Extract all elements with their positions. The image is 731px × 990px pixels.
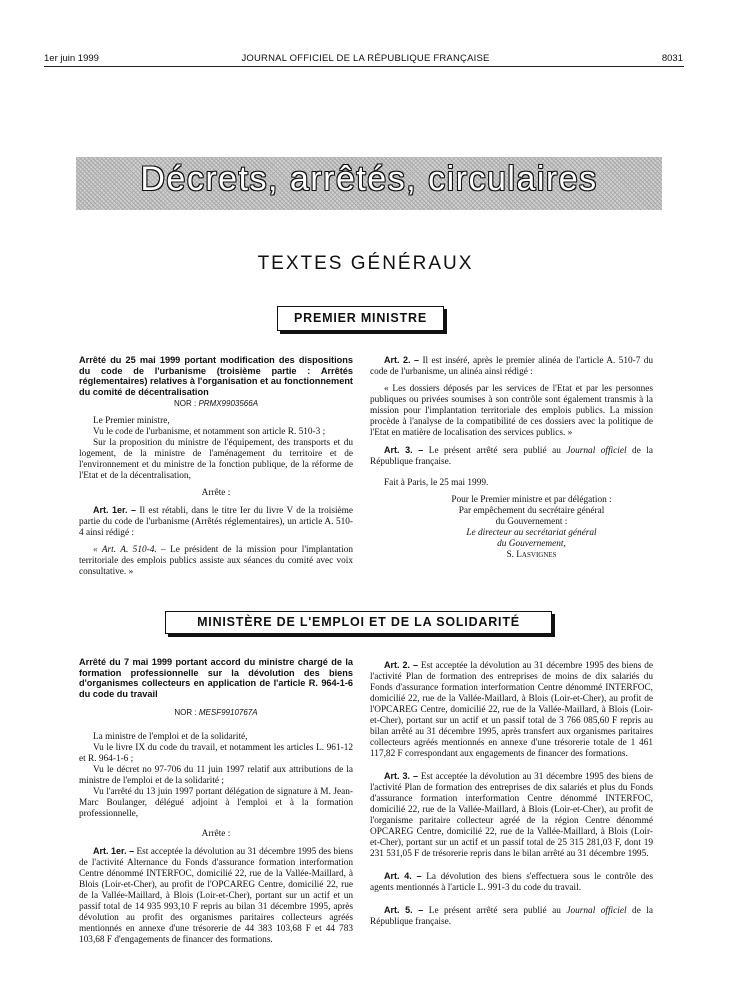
doc1-arrete: Arrête : (201, 488, 231, 499)
doc1-sig-line2: Par empêchement du secrétaire général (458, 506, 605, 516)
header-page-number: 8031 (661, 53, 683, 64)
doc1-signatory: S. Lasvignes (506, 550, 557, 560)
doc1-article-1: Art. 1er. – Il est rétabli, dans le titre Ier du livre V de la troisième partie du code de l'urbanisme (Arrêtés réglementaires), un article A. 510-4 ainsi rédigé : (79, 505, 354, 539)
doc2-article-3: Art. 3. – Est acceptée la dévolution au 31 décembre 1995 des biens de l'activité Plan de formation des entreprises de dix salariés et plus du Fonds d'assurance formation interformation Centre dénommé INTERFOC, domicilié 22, rue de la Vallée-Maillard, à Blois (Loir-et-Cher), au profit de l'organisme paritaire collecteur agréé de la région Centre dénommé OPCAREG Centre, domicilié 22, rue de la Vallée-Maillard, à Blois (Loir-et-Cher), portant sur un actif et un passif total de 25 315 281,03 F, dont 19 231 531,05 F de trésorerie repris dans le bilan arrêté au 31 décembre 1995. (370, 771, 653, 859)
doc2-nor: NOR : MESF9910767A (174, 708, 258, 718)
doc1-intro: Le Premier ministre, (93, 416, 170, 427)
doc1-article-2-quote: « Les dossiers déposés par les services de l'Etat et par les personnes publiques ou privées soumises à son contrôle sont également transmis à la mission pour l'implantation territoriale des emplois publics. La mission procède à l'analyse de la compatibilité de ces dossiers avec la politique de l'Etat en matière de localisation des services publics. » (370, 384, 653, 438)
doc1-fait: Fait à Paris, le 25 mai 1999. (384, 478, 489, 488)
ministry-heading-premier: PREMIER MINISTRE (277, 306, 444, 331)
doc1-vu2: Sur la proposition du ministre de l'équipement, des transports et du logement, de la ministre de l'aménagement du territoire et de l'environnement et du ministre de la fonction publique, de la réforme de l'Etat et de la décentralisation, (79, 438, 353, 482)
header-rule (44, 66, 684, 67)
doc1-sig-line3: du Gouvernement : (495, 517, 568, 527)
doc2-article-2: Art. 2. – Est acceptée la dévolution au 31 décembre 1995 des biens de l'activité Plan de formation des entreprises de moins de dix salariés du Fonds d'assurance formation interformation Centre dénommé INTERFOC, domicilié 22, rue de la Vallée-Maillard, à Blois (Loir-et-Cher), au profit de l'OPCAREG Centre, domicilié 22, rue de la Vallée-Maillard, à Blois (Loir-et-Cher), portant sur un actif et un passif total de 3 766 085,60 F repris au bilan arrêté au 31 décembre 1995, après transfert aux organismes paritaires collecteurs agréés mentionnés en annexe d'une trésorerie totale de 1 461 117,82 F correspondant aux engagements de financer des formations. (370, 660, 653, 759)
doc1-sig-line4: Le directeur au secrétariat général (466, 528, 597, 538)
doc1-article-2: Art. 2. – Il est inséré, après le premier alinéa de l'article A. 510-7 du code de l'urbanisme, un alinéa ainsi rédigé : (370, 355, 654, 377)
doc2-right-column (370, 660, 653, 928)
doc1-nor: NOR : PRMX9903566A (173, 399, 259, 409)
header-date: 1er juin 1999 (44, 53, 99, 64)
doc2-arrete: Arrête : (201, 829, 231, 840)
doc2-article-4: Art. 4. – La dévolution des biens s'effectuera sous le contrôle des agents mentionnés à l'article L. 991-3 du code du travail. (370, 871, 653, 893)
doc1-sig-line5: du Gouvernement, (497, 539, 566, 549)
doc1-signature-block (370, 495, 653, 561)
running-header (0, 53, 731, 67)
doc2-left-column (79, 657, 353, 946)
doc1-vu1: Vu le code de l'urbanisme, et notamment son article R. 510-3 ; (93, 427, 326, 438)
section-title: TEXTES GÉNÉRAUX (257, 253, 474, 274)
doc2-vu2: Vu le décret no 97-706 du 11 juin 1997 relatif aux attributions de la ministre de l'emploi et de la solidarité ; (79, 765, 353, 787)
ministry-heading-emploi: MINISTÈRE DE L'EMPLOI ET DE LA SOLIDARITÉ (165, 611, 552, 634)
doc2-article-1: Art. 1er. – Est acceptée la dévolution au 31 décembre 1995 des biens de l'activité Alternance du Fonds d'assurance formation interformation Centre dénommé INTERFOC, domicilié 22, rue de la Vallée-Maillard, à Blois (Loir-et-Cher), au profit de l'OPCAREG Centre, domicilié 22, rue de la Vallée-Maillard, à Blois (Loir-et-Cher), portant sur un actif et un passif total de 14 935 993,10 F repris au bilan 31 décembre 1995, après dévolution au profit des organismes paritaires collecteurs agréés mentionnés en annexe d'une trésorerie de 44 383 103,68 F et 44 783 103,68 F d'engagements de financer des formations. (79, 846, 353, 946)
doc1-article-1-quote: « Art. A. 510-4. – Le président de la mission pour l'implantation territoriale des emplois publics assiste aux séances du comité avec voix consultative. » (79, 545, 353, 578)
doc1-title: Arrêté du 25 mai 1999 portant modification des dispositions du code de l'urbanisme (troisième partie : Arrêtés réglementaires) relatives à l'organisation et au fonctionnement du comité de décentralisation (79, 355, 353, 397)
doc1-article-3: Art. 3. – Le présent arrêté sera publié au Journal officiel de la République française. (370, 445, 653, 467)
banner-title: Décrets, arrêtés, circulaires (140, 160, 598, 198)
doc2-vu1: Vu le livre IX du code du travail, et notamment les articles L. 961-12 et R. 964-1-6 ; (79, 743, 353, 765)
doc2-intro: La ministre de l'emploi et de la solidarité, (93, 732, 248, 743)
doc2-title: Arrêté du 7 mai 1999 portant accord du ministre chargé de la formation professionnelle sur la dévolution des biens d'organismes collecteurs en application de l'article R. 964-1-6 du code du travail (79, 657, 353, 699)
doc2-article-5: Art. 5. – Le présent arrêté sera publié au Journal officiel de la République française. (370, 905, 653, 927)
doc1-right-column (370, 355, 653, 561)
doc1-sig-line1: Pour le Premier ministre et par délégation : (451, 495, 612, 505)
doc2-vu3: Vu l'arrêté du 13 juin 1997 portant délégation de signature à M. Jean-Marc Boulanger, délégué adjoint à l'emploi et à la formation professionnelle, (79, 787, 353, 820)
header-journal-name: JOURNAL OFFICIEL DE LA RÉPUBLIQUE FRANÇAISE (241, 53, 490, 64)
doc1-left-column (79, 355, 353, 578)
